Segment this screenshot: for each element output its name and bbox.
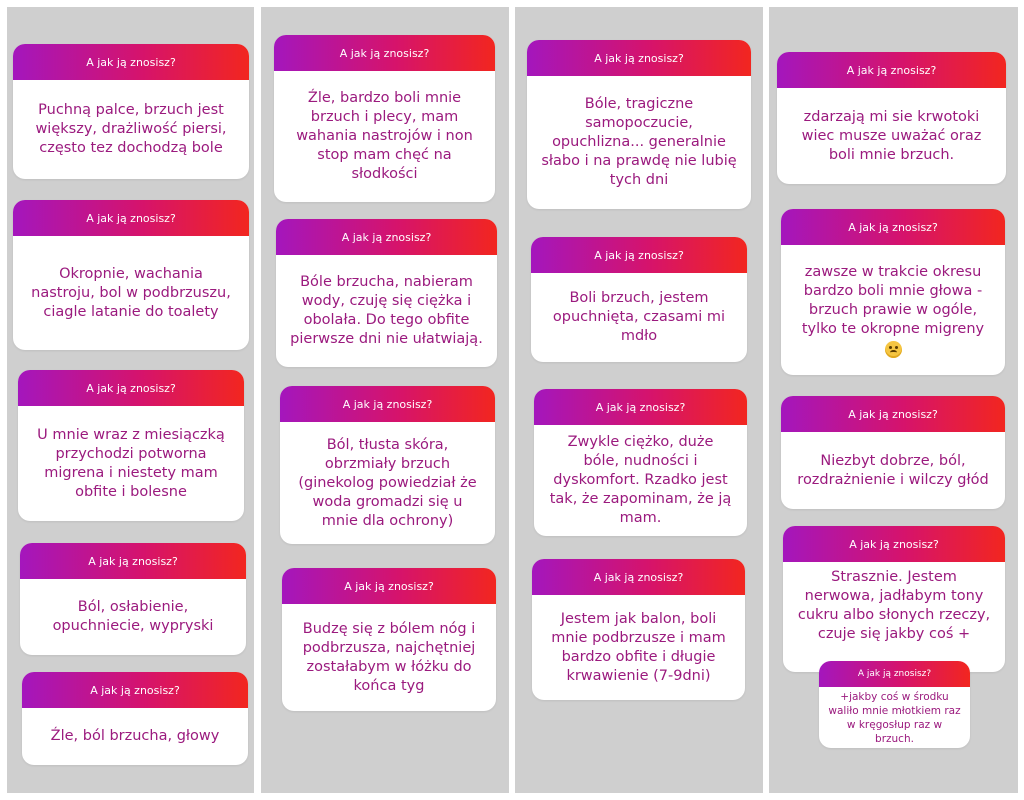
question-header: A jak ją znosisz? (20, 543, 246, 579)
question-header: A jak ją znosisz? (781, 396, 1005, 432)
question-header: A jak ją znosisz? (532, 559, 745, 595)
answer-text: Strasznie. Jestem nerwowa, jadłabym tony cukru albo słonych rzeczy, czuje się jakby coś + (797, 569, 991, 642)
answer-text: Ból, tłusta skóra, obrzmiały brzuch (ginekolog powiedział że woda gromadzi się u mnie dla ochrony) (298, 436, 477, 529)
answer-text: +jakby coś w środku waliło mnie młotkiem raz w kręgosłup raz w brzuch. (828, 690, 961, 745)
answer-text: Źle, bardzo boli mnie brzuch i plecy, mam wahania nastrojów i non stop mam chęć na słodkości (296, 90, 473, 182)
question-card (280, 386, 495, 544)
question-card (282, 568, 496, 711)
answer-text: Ból, osłabienie, opuchniecie, wypryski (52, 599, 214, 634)
question-card (527, 40, 751, 209)
answer-text: Boli brzuch, jestem opuchnięta, czasami mi mdło (552, 290, 726, 344)
answer-text: Zwykle ciężko, duże bóle, nudności i dyskomfort. Rzadko jest tak, że zapominam, że ją mam. (549, 434, 732, 526)
question-header: A jak ją znosisz? (13, 200, 249, 236)
answer-text: Okropnie, wachania nastroju, bol w podbrzuszu, ciagle latanie do toalety (31, 265, 231, 320)
question-header: A jak ją znosisz? (531, 237, 747, 273)
answer-text: Bóle, tragiczne samopoczucie, opuchlizna... generalnie słabo i na prawdę nie lubię tych dni (541, 96, 737, 188)
question-header: A jak ją znosisz? (777, 52, 1006, 88)
question-header: A jak ją znosisz? (280, 386, 495, 422)
column-3 (515, 7, 763, 793)
question-card (534, 389, 747, 536)
question-card (274, 35, 495, 202)
question-header: A jak ją znosisz? (783, 526, 1005, 562)
column-2 (261, 7, 509, 793)
question-header: A jak ją znosisz? (534, 389, 747, 425)
answer-text: zawsze w trakcie okresu bardzo boli mnie głowa - brzuch prawie w ogóle, tylko te okropne migreny (781, 245, 1005, 375)
question-card (783, 526, 1005, 672)
question-card (276, 219, 497, 367)
question-header: A jak ją znosisz? (22, 672, 248, 708)
answer-text: Budzę się z bólem nóg i podbrzusza, najchętniej zostałabym w łóżku do końca tyg (302, 620, 476, 694)
question-header: A jak ją znosisz? (18, 370, 244, 406)
question-card (13, 44, 249, 179)
question-card (532, 559, 745, 700)
question-header: A jak ją znosisz? (819, 661, 970, 687)
answer-text: Jestem jak balon, boli mnie podbrzusze i mam bardzo obfite i długie krwawienie (7-9dni) (551, 610, 726, 684)
question-header: A jak ją znosisz? (13, 44, 249, 80)
answer-text: zdarzają mi sie krwotoki wiec musze uważać oraz boli mnie brzuch. (801, 108, 982, 163)
question-card (20, 543, 246, 655)
question-card (22, 672, 248, 765)
answer-text: Bóle brzucha, nabieram wody, czuję się ciężka i obolała. Do tego obfite pierwsze dni nie ułatwiają. (290, 274, 483, 347)
question-header: A jak ją znosisz? (274, 35, 495, 71)
worried-face-emoji (885, 341, 902, 358)
question-header: A jak ją znosisz? (276, 219, 497, 255)
question-card (18, 370, 244, 521)
column-4 (769, 7, 1018, 793)
answer-text: Źle, ból brzucha, głowy (50, 728, 220, 744)
question-header: A jak ją znosisz? (527, 40, 751, 76)
question-card (777, 52, 1006, 184)
answer-text: Puchną palce, brzuch jest większy, drażliwość piersi, często tez dochodzą bole (35, 102, 227, 156)
question-header: A jak ją znosisz? (781, 209, 1005, 245)
answer-text: U mnie wraz z miesiączką przychodzi potworna migrena i niestety mam obfite i bolesne (37, 426, 225, 500)
column-1 (7, 7, 254, 793)
question-header: A jak ją znosisz? (282, 568, 496, 604)
answer-text: Niezbyt dobrze, ból, rozdrażnienie i wilczy głód (797, 452, 989, 488)
question-card-small (819, 661, 970, 748)
question-card (781, 396, 1005, 509)
question-card (781, 209, 1005, 375)
question-card (13, 200, 249, 350)
question-card (531, 237, 747, 362)
